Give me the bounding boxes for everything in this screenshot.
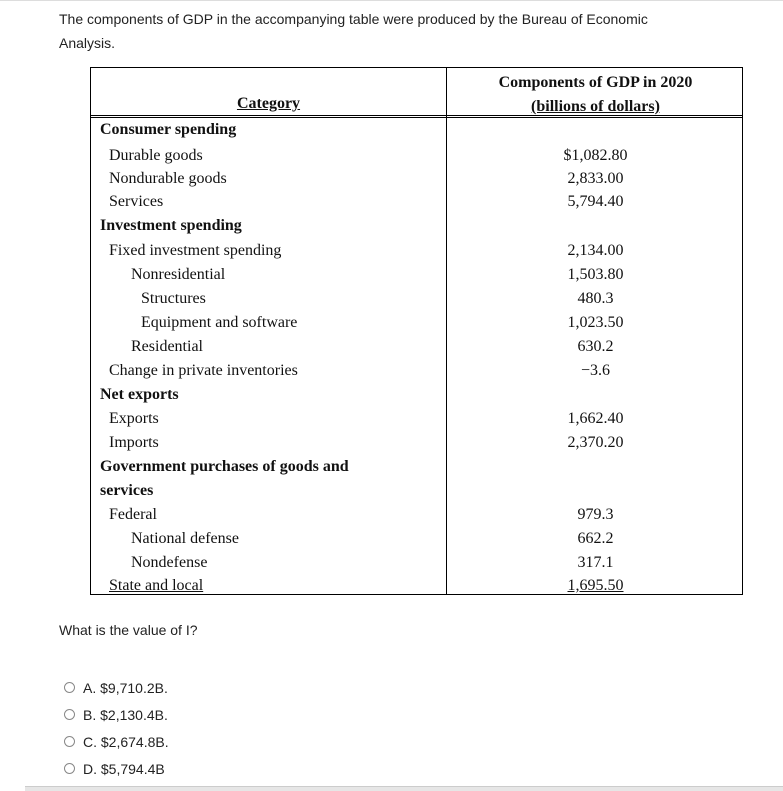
table-row xyxy=(91,456,742,480)
option-letter: D. xyxy=(83,760,97,777)
table-row xyxy=(91,504,742,528)
row-label: Nondurable goods xyxy=(109,170,227,187)
value-header xyxy=(447,71,744,119)
row-label: Exports xyxy=(109,410,159,427)
row-label: Fixed investment spending xyxy=(109,242,282,259)
option-text: $5,794.4B xyxy=(100,760,165,777)
row-label: Consumer spending xyxy=(100,121,237,138)
table-row xyxy=(91,408,742,432)
row-label: Imports xyxy=(109,434,159,451)
row-label: Change in private inventories xyxy=(109,362,298,379)
table-row xyxy=(91,191,742,215)
row-label: Services xyxy=(109,193,164,210)
row-value: 662.2 xyxy=(577,530,614,547)
option-text: $2,130.4B. xyxy=(100,706,168,723)
option-b[interactable] xyxy=(64,701,169,728)
table-row xyxy=(91,575,742,599)
table-row xyxy=(91,288,742,312)
row-label: Structures xyxy=(141,290,206,307)
table-row xyxy=(91,312,742,336)
row-value: −3.6 xyxy=(580,362,611,379)
radio-button-icon[interactable] xyxy=(64,763,75,774)
row-value: 1,023.50 xyxy=(567,314,624,331)
table-row xyxy=(91,480,742,504)
table-row xyxy=(91,145,742,169)
option-text: $2,674.8B. xyxy=(100,733,169,750)
question-text: What is the value of I? xyxy=(59,622,198,638)
gdp-table xyxy=(90,67,743,595)
row-value: 630.2 xyxy=(577,338,614,355)
row-value: 979.3 xyxy=(577,506,614,523)
row-label: Durable goods xyxy=(109,147,203,164)
row-label: Nondefense xyxy=(131,554,208,571)
option-letter: A. xyxy=(83,679,97,696)
table-row xyxy=(91,552,742,576)
row-label: Equipment and software xyxy=(141,314,298,331)
row-value: 1,662.40 xyxy=(567,410,624,427)
table-row xyxy=(91,528,742,552)
row-label: National defense xyxy=(131,530,239,547)
table-row xyxy=(91,215,742,239)
category-header: Category xyxy=(236,95,301,112)
row-value: 2,833.00 xyxy=(567,170,624,187)
row-label: Investment spending xyxy=(100,217,242,234)
table-row xyxy=(91,384,742,408)
row-label: Net exports xyxy=(100,386,179,403)
row-label: Government purchases of goods and xyxy=(100,458,349,475)
row-value: 1,503.80 xyxy=(567,266,624,283)
row-value: 2,370.20 xyxy=(567,434,624,451)
radio-button-icon[interactable] xyxy=(64,682,75,693)
table-row xyxy=(91,264,742,288)
question-prompt: The components of GDP in the accompanying table were produced by the Bureau of Economic Analysis. xyxy=(59,11,648,51)
option-text: $9,710.2B. xyxy=(100,679,168,696)
table-row xyxy=(91,360,742,384)
table-row xyxy=(91,240,742,264)
table-row xyxy=(91,168,742,192)
table-row xyxy=(91,432,742,456)
value-header-line1: Components of GDP in 2020 xyxy=(498,74,693,91)
option-letter: B. xyxy=(83,706,97,723)
radio-button-icon[interactable] xyxy=(64,736,75,747)
row-value: 1,695.50 xyxy=(567,577,624,594)
row-label: State and local xyxy=(109,577,204,594)
option-a[interactable] xyxy=(64,674,169,701)
row-label: Residential xyxy=(131,338,203,355)
row-value: 2,134.00 xyxy=(567,242,624,259)
radio-button-icon[interactable] xyxy=(64,709,75,720)
table-row xyxy=(91,336,742,360)
row-value: 5,794.40 xyxy=(567,193,624,210)
value-header-line2: (billions of dollars) xyxy=(531,98,660,115)
table-row xyxy=(91,119,742,143)
row-label: Nonresidential xyxy=(131,266,226,283)
row-value: $1,082.80 xyxy=(563,147,628,164)
top-divider xyxy=(0,0,783,1)
row-value: 480.3 xyxy=(577,290,614,307)
row-label: services xyxy=(100,482,154,499)
bottom-divider xyxy=(25,786,783,791)
option-d[interactable] xyxy=(64,755,169,782)
row-label: Federal xyxy=(109,506,157,523)
option-c[interactable] xyxy=(64,728,169,755)
row-value: 317.1 xyxy=(577,554,614,571)
option-letter: C. xyxy=(83,733,97,750)
answer-options xyxy=(64,674,169,782)
